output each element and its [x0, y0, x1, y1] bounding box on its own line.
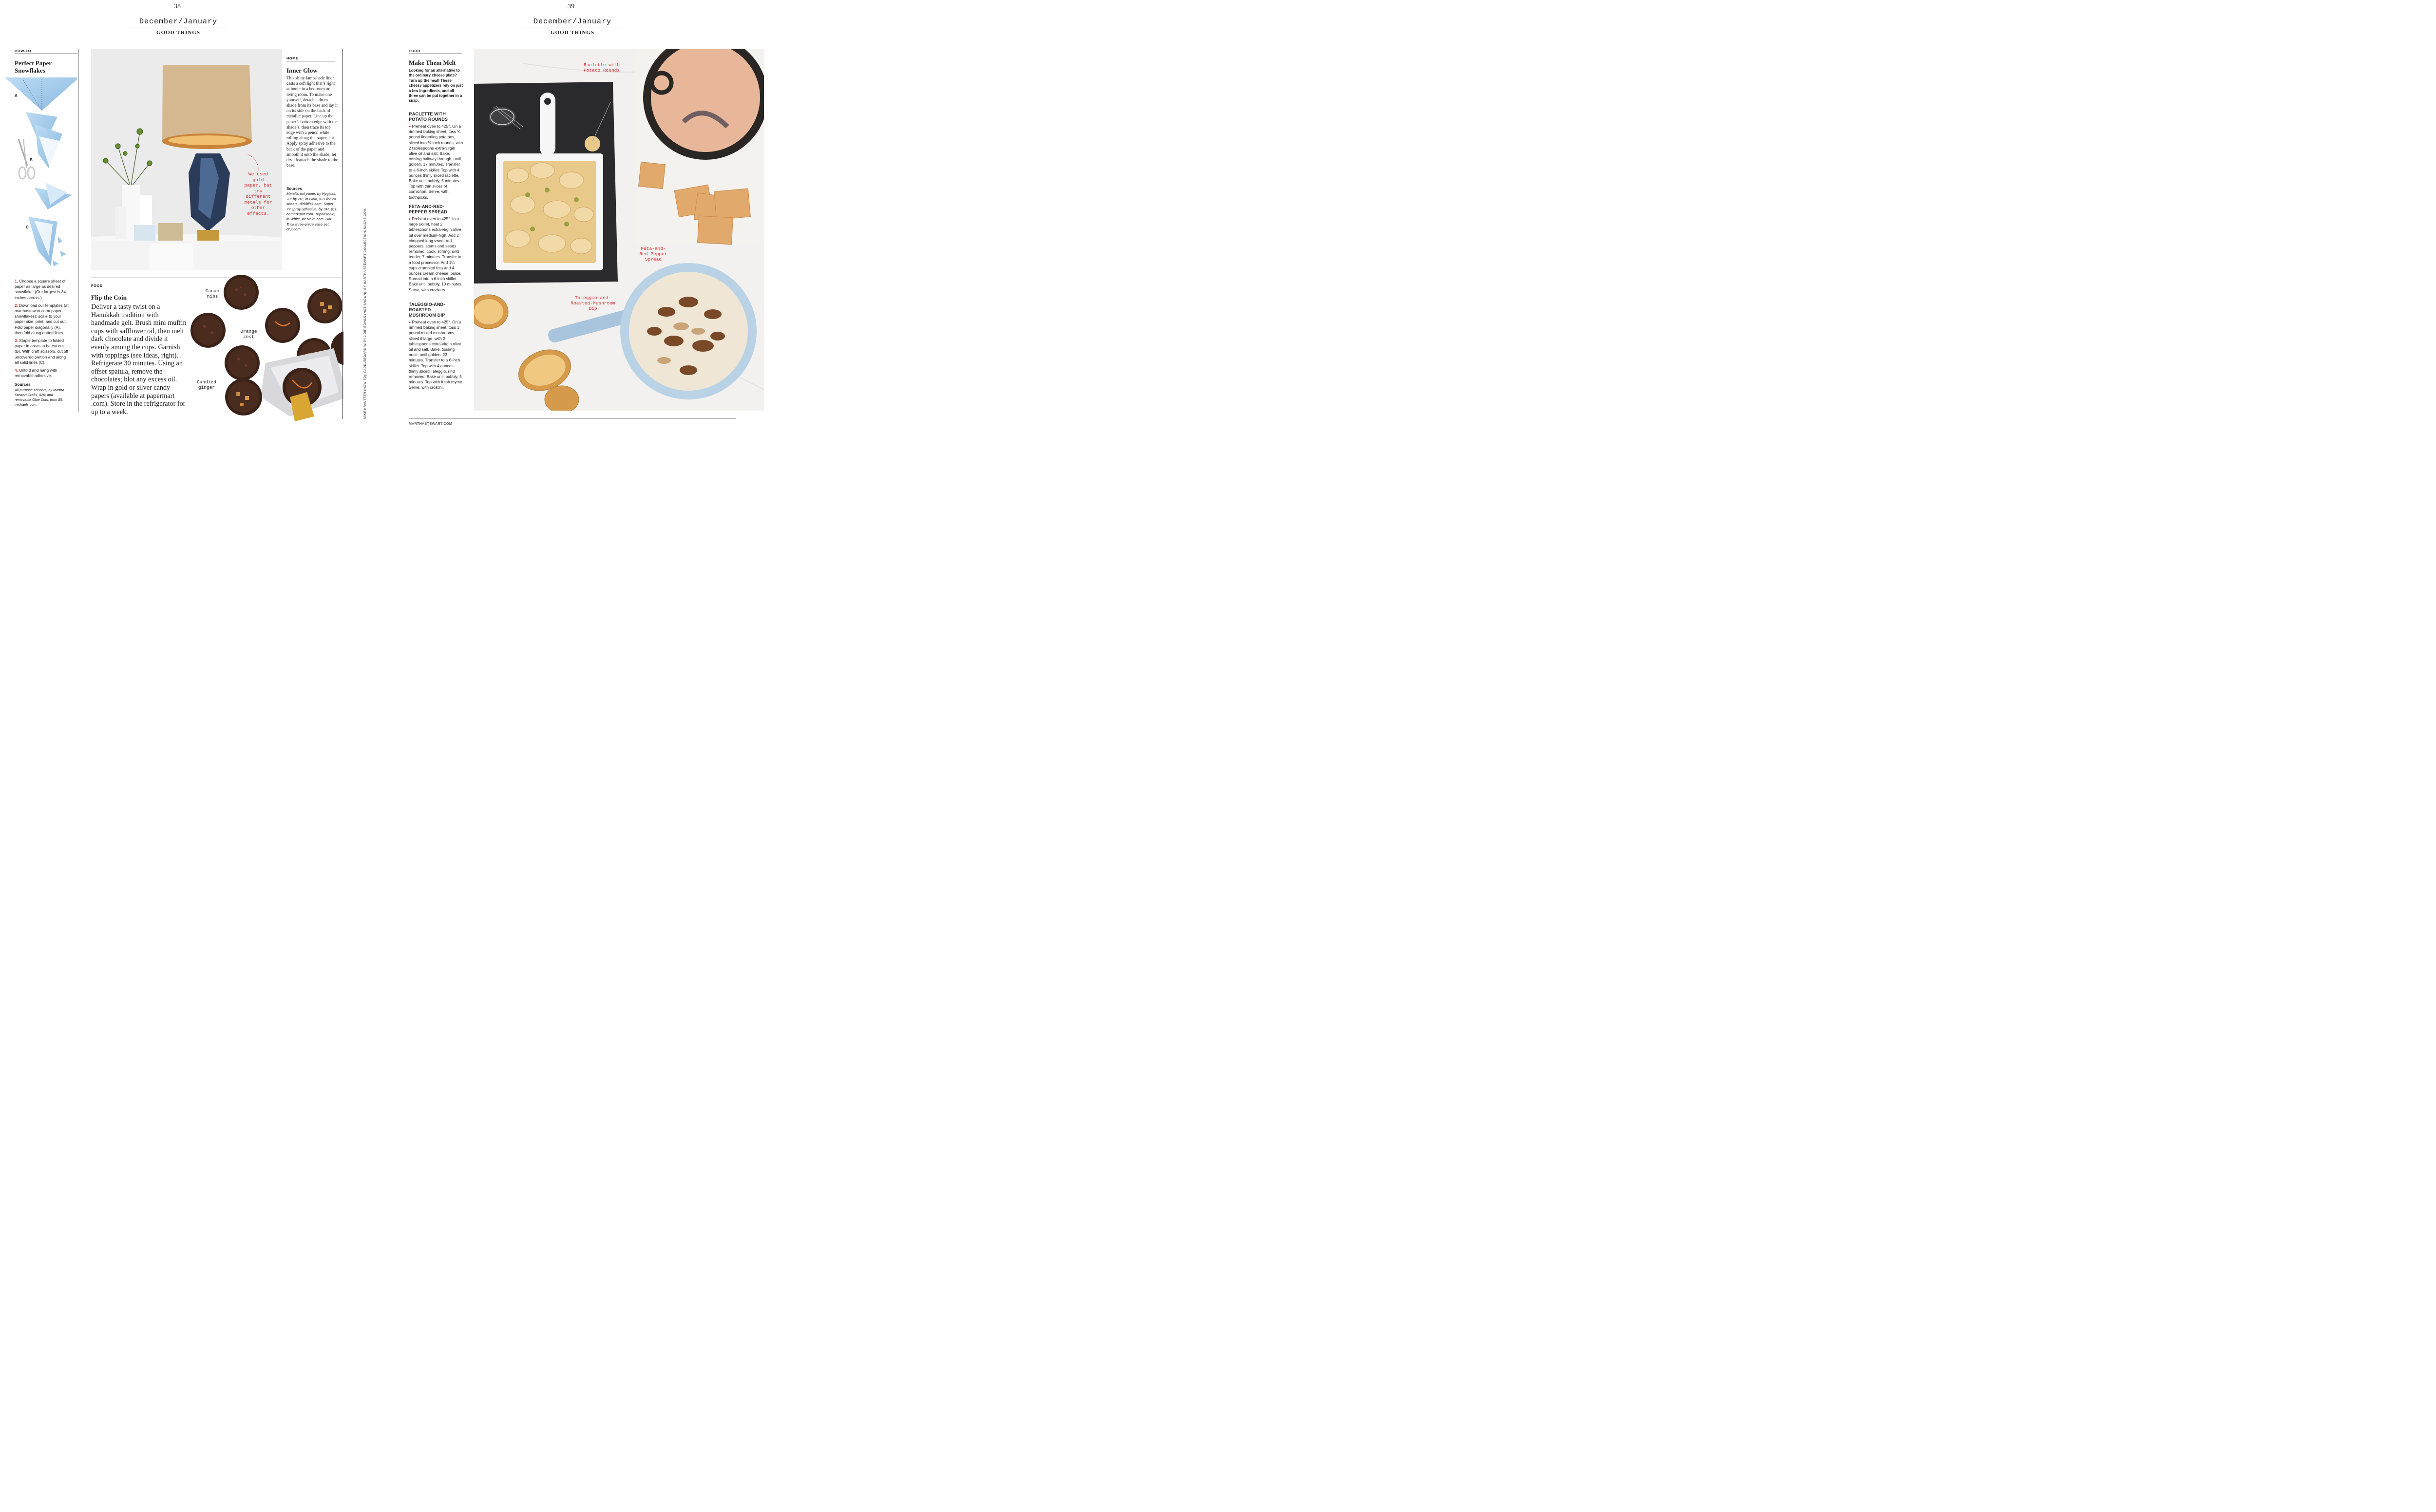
step-2-number: 2.	[15, 302, 18, 308]
home-sources	[286, 187, 338, 232]
snowflake-steps-illustration	[4, 76, 77, 278]
bullet-arrow-icon: ▸	[409, 124, 411, 129]
recipe-taleggio-text: Preheat oven to 425°. On a rimmed baking sheet, toss 1 pound mixed mushrooms, sliced if large, with 2 tablespoons extra-virgin olive oil and salt. Bake, tossing once, until golden, 23 minutes. Transfer to a 6-inch skillet. Top with 4 ounces thinly sliced Taleggio, rind removed. Bake until bubbly, 5 minutes. Top with fresh thyme. Serve, with crostini.	[409, 320, 463, 390]
recipe-feta	[409, 204, 463, 293]
step-3-text: Staple template to folded paper in areas to be cut out (B). With craft scissors, cut off uncovered portion and along all solid lines (C).	[15, 338, 69, 365]
label-candied-ginger: Candied ginger	[197, 379, 216, 390]
home-body: This shiny lampshade liner casts a soft light that’s right at home in a bedroom or living room. To make one yourself, detach a drum shade from its base and lay it on its side on the back of metallic paper. Line up the paper’s bottom edge with the shade’s, then trace its top edge with a pencil while rolling along the paper; cut. Apply spray adhesive to the back of the paper and smooth it onto the shade; let dry. Reattach the shade to the base.	[286, 76, 338, 168]
food-kicker: FOOD	[91, 284, 103, 288]
recipe-raclette-text: Preheat oven to 425°. On a rimmed baking sheet, toss ¾ pound fingerling potatoes, sliced into ⅛-inch rounds, with 2 tablespoons extra-virgin olive oil and salt. Bake, tossing halfway through, until golden, 17 minutes. Transfer to a 6-inch skillet. Top with 4 ounces thinly sliced raclette. Bake until bubbly, 5 minutes. Top with thin slices of cornichon. Serve, with toothpicks.	[409, 124, 463, 200]
right-food-kicker: FOOD	[409, 49, 420, 53]
label-taleggio-photo: Taleggio-and-Roasted-Mushroom Dip	[571, 295, 615, 311]
howto-steps	[15, 279, 69, 407]
left-page-right-rule	[342, 49, 343, 419]
step-3-number: 3.	[15, 338, 18, 343]
howto-title	[15, 59, 52, 74]
step-label-b: B	[30, 158, 33, 162]
recipe-feta-text: Preheat oven to 425°. In a large skillet, heat 2 tablespoons extra-virgin olive oil over medium-high. Add 2 chopped long sweet red peppers, stems and seeds removed; cook, stirring, until tender, 7 minutes. Transfer to a food processor. Add 1¼ cups crumbled feta and 4 ounces cream cheese; pulse. Spread into a 6-inch skillet. Bake until bubbly, 10 minutes. Serve, with crackers.	[409, 216, 463, 292]
howto-kicker: HOW-TO	[15, 49, 31, 53]
right-page-number: 39	[568, 3, 574, 10]
lamp-annotation-pointer	[246, 153, 261, 172]
step-1-number: 1.	[15, 279, 18, 284]
cheese-dips-photo	[474, 49, 764, 411]
step-2-text: Download our templates (at marthastewart.com/ paper-snowflakes); scale to your paper size, print, and cut out. Fold paper diagonally (A), then fold along dotted lines.	[15, 302, 69, 335]
howto-title-line2: Snowflakes	[15, 67, 45, 74]
right-title: Make Them Melt	[409, 59, 456, 66]
label-cacao-nibs: Cacao nibs	[205, 288, 220, 299]
photo-credit: MIKE KRAUTTER (HOW-TO); PADDLEBOARD WITH 2 DIP BOWLS (NOT SHOWN), BY MARTHA STEWART COLLECTION, MACYS.COM.	[363, 208, 367, 419]
left-running-head: December/January	[139, 18, 218, 26]
right-intro: Looking for an alternative to the ordinary cheese plate? Turn up the heat! These cheesy appetizers rely on just a few ingredients, and all three can be put together in a snap.	[409, 68, 463, 103]
home-kicker: HOME	[286, 56, 299, 60]
recipe-feta-title-2: PEPPER SPREAD	[409, 209, 448, 214]
step-4-text: Unfold and hang with removable adhesive.	[15, 368, 57, 378]
chocolate-coin	[224, 275, 259, 310]
bullet-arrow-icon: ▸	[409, 216, 411, 221]
footer-site: MARTHASTEWART.COM	[409, 422, 453, 426]
left-section-title: GOOD THINGS	[156, 30, 200, 36]
cheese-dips-illustration	[474, 49, 764, 411]
bullet-arrow-icon: ▸	[409, 320, 411, 324]
recipe-raclette-title-1: RACLETTE WITH	[409, 112, 446, 116]
recipe-taleggio-title-1: TALEGGIO-AND-ROASTED-	[409, 302, 445, 312]
howto-sources-text: All-purpose scissors, by Martha Stewart Crafts, $20; and removable Glue Dots, from $5, michaels.com.	[15, 387, 64, 407]
recipe-taleggio-title-2: MUSHROOM DIP	[409, 313, 445, 318]
recipe-raclette	[409, 112, 463, 200]
lamp-annotation: We used gold paper, but try different metals for other effects.	[244, 171, 272, 216]
recipe-feta-title-1: FETA-AND-RED-	[409, 204, 444, 209]
step-4-number: 4.	[15, 368, 18, 373]
recipe-taleggio	[409, 302, 463, 391]
left-page-number: 38	[174, 3, 181, 10]
step-1-text: Choose a square sheet of paper as large as desired snowflake. (Our largest is 34 inches across.)	[15, 279, 66, 300]
howto-sources-title: Sources	[15, 382, 31, 387]
right-section-title: GOOD THINGS	[551, 30, 594, 36]
step-label-c: C	[26, 225, 29, 229]
food-title: Flip the Coin	[91, 294, 127, 301]
label-orange-zest: Orange zest	[240, 329, 257, 340]
label-raclette-photo: Raclette with Potato Rounds	[583, 62, 620, 73]
recipe-raclette-title-2: POTATO ROUNDS	[409, 117, 448, 122]
home-sources-title: Sources	[286, 187, 302, 191]
step-label-a: A	[15, 94, 18, 98]
home-sources-text: Metallic foil paper, by Hygloss, 20" by 26", in Gold, $21 for 24 sheets, dickblick.com. Super 77 spray adhesive, by 3M, $11, homedepot.com. Tripod table, in White, westelm.com. Hat Trick three-piece vase set, cb2.com.	[286, 191, 338, 232]
right-running-head: December/January	[533, 18, 612, 26]
home-title: Inner Glow	[286, 67, 318, 74]
food-body: Deliver a tasty twist on a Hanukkah tradition with handmade gelt. Brush mini muffin cups with safflower oil, then melt dark chocolate and divide it evenly among the cups. Garnish with toppings (see ideas, right). Refrigerate 30 minutes. Using an offset spatula, remove the chocolates; blot any excess oil. Wrap in gold or silver candy papers (available at papermart .com). Store in the refrigerator for up to a week.	[91, 303, 187, 416]
label-feta-photo: Feta-and-Red-Pepper Spread	[639, 246, 667, 262]
howto-title-line1: Perfect Paper	[15, 59, 52, 67]
